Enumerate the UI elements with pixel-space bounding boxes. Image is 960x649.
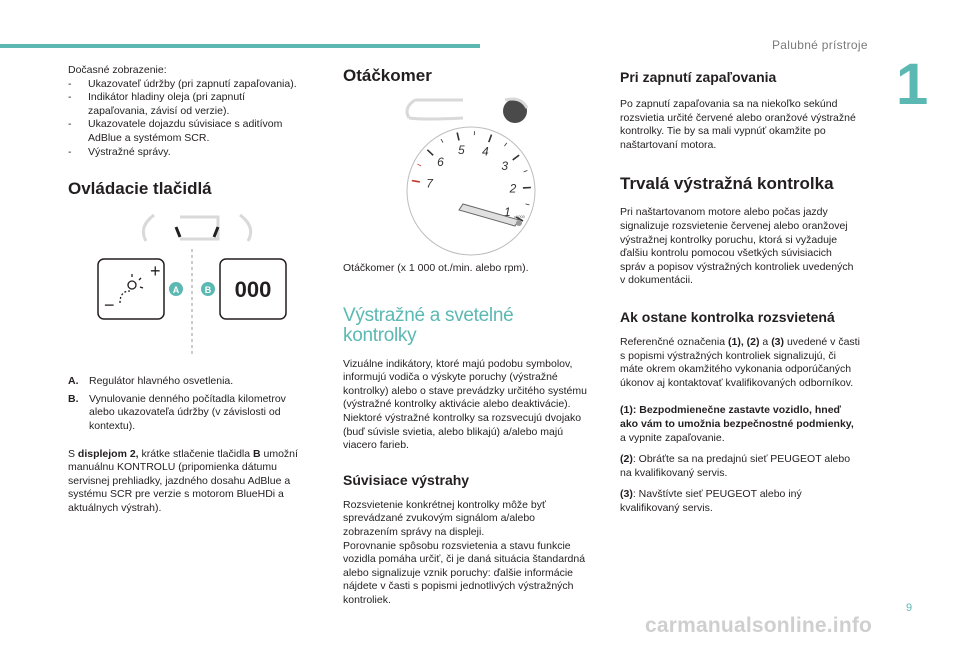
- note-2: (2): Obráťte sa na predajnú sieť PEUGEOT alebo na kvalifikovaný servis.: [620, 453, 851, 479]
- control-buttons-illustration: [68, 207, 300, 359]
- legend-text: Vynulovanie denného počítadla kilometrov alebo ukazovateľa údržby (v závislosti od kontextu).: [89, 392, 286, 432]
- column-1: [68, 64, 300, 516]
- gauge-number: 6: [437, 155, 444, 170]
- tachometer-heading: Otáčkomer: [343, 66, 432, 85]
- watermark: carmanualsonline.info: [645, 614, 873, 637]
- page-number: 9: [906, 602, 913, 614]
- permanent-warning-text: Pri naštartovanom motore alebo počas jazdy signalizuje rozsvietenie červenej alebo oranžovej výstražnej kontrolky poruchu, ktorá si vyžaduje ďalšiu kontrolu pomocou všetkých súvisiacich správ a popisov výstražných kontroliek uvedených v dokumentácii.: [620, 206, 854, 287]
- list-item: - Indikátor hladiny oleja (pri zapnutí zapaľovania, závisí od verzie).: [68, 91, 300, 118]
- label-b: B: [204, 285, 212, 296]
- chapter-number: 1: [896, 52, 929, 117]
- legend-item: [68, 375, 300, 389]
- ignition-text: Po zapnutí zapaľovania sa na niekoľko sekúnd rozsvietia určité červené alebo oranžové výstražné kontrolky. Tie by sa mali vypnúť okamžite po naštartovaní motora.: [620, 98, 856, 151]
- cluster-outline-icon: [407, 100, 463, 119]
- intro-label: Dočasné zobrazenie:: [68, 64, 167, 76]
- related-warnings-text-1: Rozsvietenie konkrétnej kontrolky môže byť sprevádzané zvukovým signálom a/alebo zobrazením správy na displeji.: [343, 498, 546, 538]
- note-3: (3): Navštívte sieť PEUGEOT alebo iný kvalifikovaný servis.: [620, 488, 802, 514]
- plus-icon: +: [150, 261, 161, 282]
- stays-lit-text: Referenčné označenia (1), (2) a (3) uvedené v časti s popismi výstražných kontroliek signalizujú, či máte okrem okamžitého vykonania odporúčaných úkonov aj kontaktovať kvalifikovaných odborníkov.: [620, 335, 860, 389]
- ignition-heading: Pri zapnutí zapaľovania: [620, 69, 777, 85]
- note-1: (1): Bezpodmienečne zastavte vozidlo, hneď ako vám to umožnia bezpečnostné podmienky, a vypnite zapaľovanie.: [620, 404, 854, 444]
- list-item: - Ukazovateľ údržby (pri zapnutí zapaľovania).: [68, 78, 300, 92]
- legend-item: [68, 393, 300, 434]
- warning-lights-heading: Výstražné a svetelné kontrolky: [343, 304, 514, 346]
- intro-list: [68, 78, 300, 160]
- tachometer-caption: Otáčkomer (x 1 000 ot./min. alebo rpm).: [343, 262, 529, 274]
- tachometer-illustration: [343, 94, 588, 256]
- minus-icon: −: [104, 295, 115, 316]
- svg-text:x1000: x1000: [514, 214, 525, 219]
- legend-label: B.: [68, 392, 79, 405]
- header-accent-bar: [0, 44, 480, 48]
- list-item: - Výstražné správy.: [68, 146, 300, 160]
- button-legend: [68, 375, 300, 433]
- legend-text: Regulátor hlavného osvetlenia.: [89, 375, 234, 388]
- permanent-warning-heading: Trvalá výstražná kontrolka: [620, 174, 834, 194]
- cluster-silhouette-icon: [143, 215, 250, 241]
- label-a: A: [172, 285, 180, 296]
- column-2: [343, 66, 588, 608]
- legend-label: A.: [68, 375, 79, 388]
- display-paragraph: S displejom 2, krátke stlačenie tlačidla B umožní manuálnu KONTROLU (pripomienka dátumu servisnej prehliadky, jazdného dosahu AdBlue a systému SCR pre verzie s motorom BlueHDi a aktuálnych výstrah).: [68, 447, 298, 514]
- gauge-number: 7: [426, 176, 433, 191]
- list-item: - Ukazovatele dojazdu súvisiace s aditívom AdBlue a systémom SCR.: [68, 118, 300, 145]
- gauge-number: 2: [509, 181, 517, 196]
- left-stalk-icon: [176, 227, 180, 237]
- gauge-number: 4: [482, 144, 489, 159]
- stays-lit-heading: Ak ostane kontrolka rozsvietená: [620, 308, 835, 325]
- related-warnings-heading: Súvisiace výstrahy: [343, 471, 470, 488]
- gauge-number: 1: [504, 205, 511, 219]
- gauge-number: 3: [501, 158, 509, 173]
- controls-heading: Ovládacie tlačidlá: [68, 179, 212, 199]
- column-3: [620, 68, 860, 515]
- gauge-number: 5: [457, 143, 465, 158]
- display-digits: 000: [234, 277, 272, 303]
- section-title: Palubné prístroje: [772, 38, 868, 52]
- warning-lights-text: Vizuálne indikátory, ktoré majú podobu symbolov, informujú vodiča o výskyte poruchy (výstražné kontrolky) alebo o stave prevádzky určitého systému (výstražné kontrolky aktivácie alebo deaktivácie). Niektoré výstražné kontrolky sa rozsvecujú dvojako (buď súvisle svietia, alebo blikajú) a/alebo majú viacero farieb.: [343, 357, 587, 452]
- related-warnings-text-2: Porovnanie spôsobu rozsvietenia a stavu funkcie vozidla pomáha určiť, či je daná situácia štandardná alebo signalizuje vznik poruchy: ďalšie informácie nájdete v časti s popismi jednotlivých výstražných kontroliek.: [343, 539, 586, 606]
